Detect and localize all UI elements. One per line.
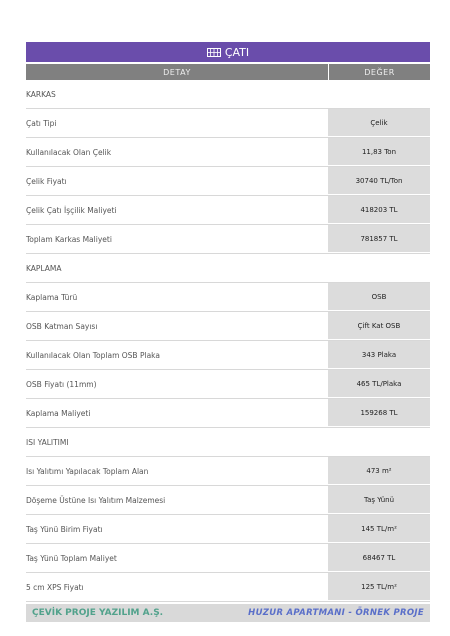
table-row <box>26 225 430 254</box>
row-value: 465 TL/Plaka <box>328 370 430 398</box>
table-row <box>26 138 430 167</box>
table-row <box>26 486 430 515</box>
table-header <box>26 64 430 80</box>
row-label: Döşeme Üstüne Isı Yalıtım Malzemesi <box>26 495 166 505</box>
roof-report <box>26 42 430 602</box>
table-row <box>26 312 430 341</box>
row-label: Toplam Karkas Maliyeti <box>26 234 112 244</box>
row-label: Kaplama Maliyeti <box>26 408 91 418</box>
row-value: 11,83 Ton <box>328 138 430 166</box>
table-row <box>26 515 430 544</box>
footer <box>26 604 430 622</box>
row-value: Taş Yünü <box>328 486 430 514</box>
table-row <box>26 544 430 573</box>
row-label: Kullanılacak Olan Toplam OSB Plaka <box>26 350 160 360</box>
row-value: 159268 TL <box>328 399 430 427</box>
project-name: HUZUR APARTMANI - ÖRNEK PROJE <box>248 608 424 618</box>
row-value: 781857 TL <box>328 225 430 253</box>
row-label: OSB Fiyatı (11mm) <box>26 379 97 389</box>
table-row <box>26 399 430 428</box>
row-value: Çift Kat OSB <box>328 312 430 340</box>
row-label: Taş Yünü Birim Fiyatı <box>26 524 103 534</box>
row-label: Taş Yünü Toplam Maliyet <box>26 553 117 563</box>
section-heading: ISI YALITIMI <box>26 428 430 457</box>
row-value: 68467 TL <box>328 544 430 572</box>
row-value: Çelik <box>328 109 430 137</box>
row-label: Çelik Fiyatı <box>26 176 67 186</box>
row-label: 5 cm XPS Fiyatı <box>26 582 84 592</box>
table-row <box>26 457 430 486</box>
table-row <box>26 196 430 225</box>
building-icon <box>207 48 221 57</box>
row-label: Kaplama Türü <box>26 292 78 302</box>
table-row <box>26 167 430 196</box>
row-label: Isı Yalıtımı Yapılacak Toplam Alan <box>26 466 149 476</box>
title-bar <box>26 42 430 62</box>
table-row <box>26 283 430 312</box>
row-value: 125 TL/m² <box>328 573 430 601</box>
table-row <box>26 341 430 370</box>
row-label: OSB Katman Sayısı <box>26 321 98 331</box>
row-label: Kullanılacak Olan Çelik <box>26 147 112 157</box>
section-heading: KARKAS <box>26 80 430 109</box>
row-value: OSB <box>328 283 430 311</box>
header-detail: DETAY <box>26 64 329 80</box>
row-value: 418203 TL <box>328 196 430 224</box>
table-row <box>26 109 430 138</box>
table-row <box>26 370 430 399</box>
page-title: ÇATI <box>224 45 250 59</box>
table-body <box>26 80 430 602</box>
header-value: DEĞER <box>364 67 395 77</box>
table-row <box>26 573 430 602</box>
company-name: ÇEVİK PROJE YAZILIM A.Ş. <box>32 608 164 618</box>
row-value: 30740 TL/Ton <box>328 167 430 195</box>
row-label: Çatı Tipi <box>26 118 57 128</box>
row-value: 145 TL/m² <box>328 515 430 543</box>
section-heading: KAPLAMA <box>26 254 430 283</box>
row-value: 473 m² <box>328 457 430 485</box>
row-label: Çelik Çatı İşçilik Maliyeti <box>26 205 117 215</box>
row-value: 343 Plaka <box>328 341 430 369</box>
